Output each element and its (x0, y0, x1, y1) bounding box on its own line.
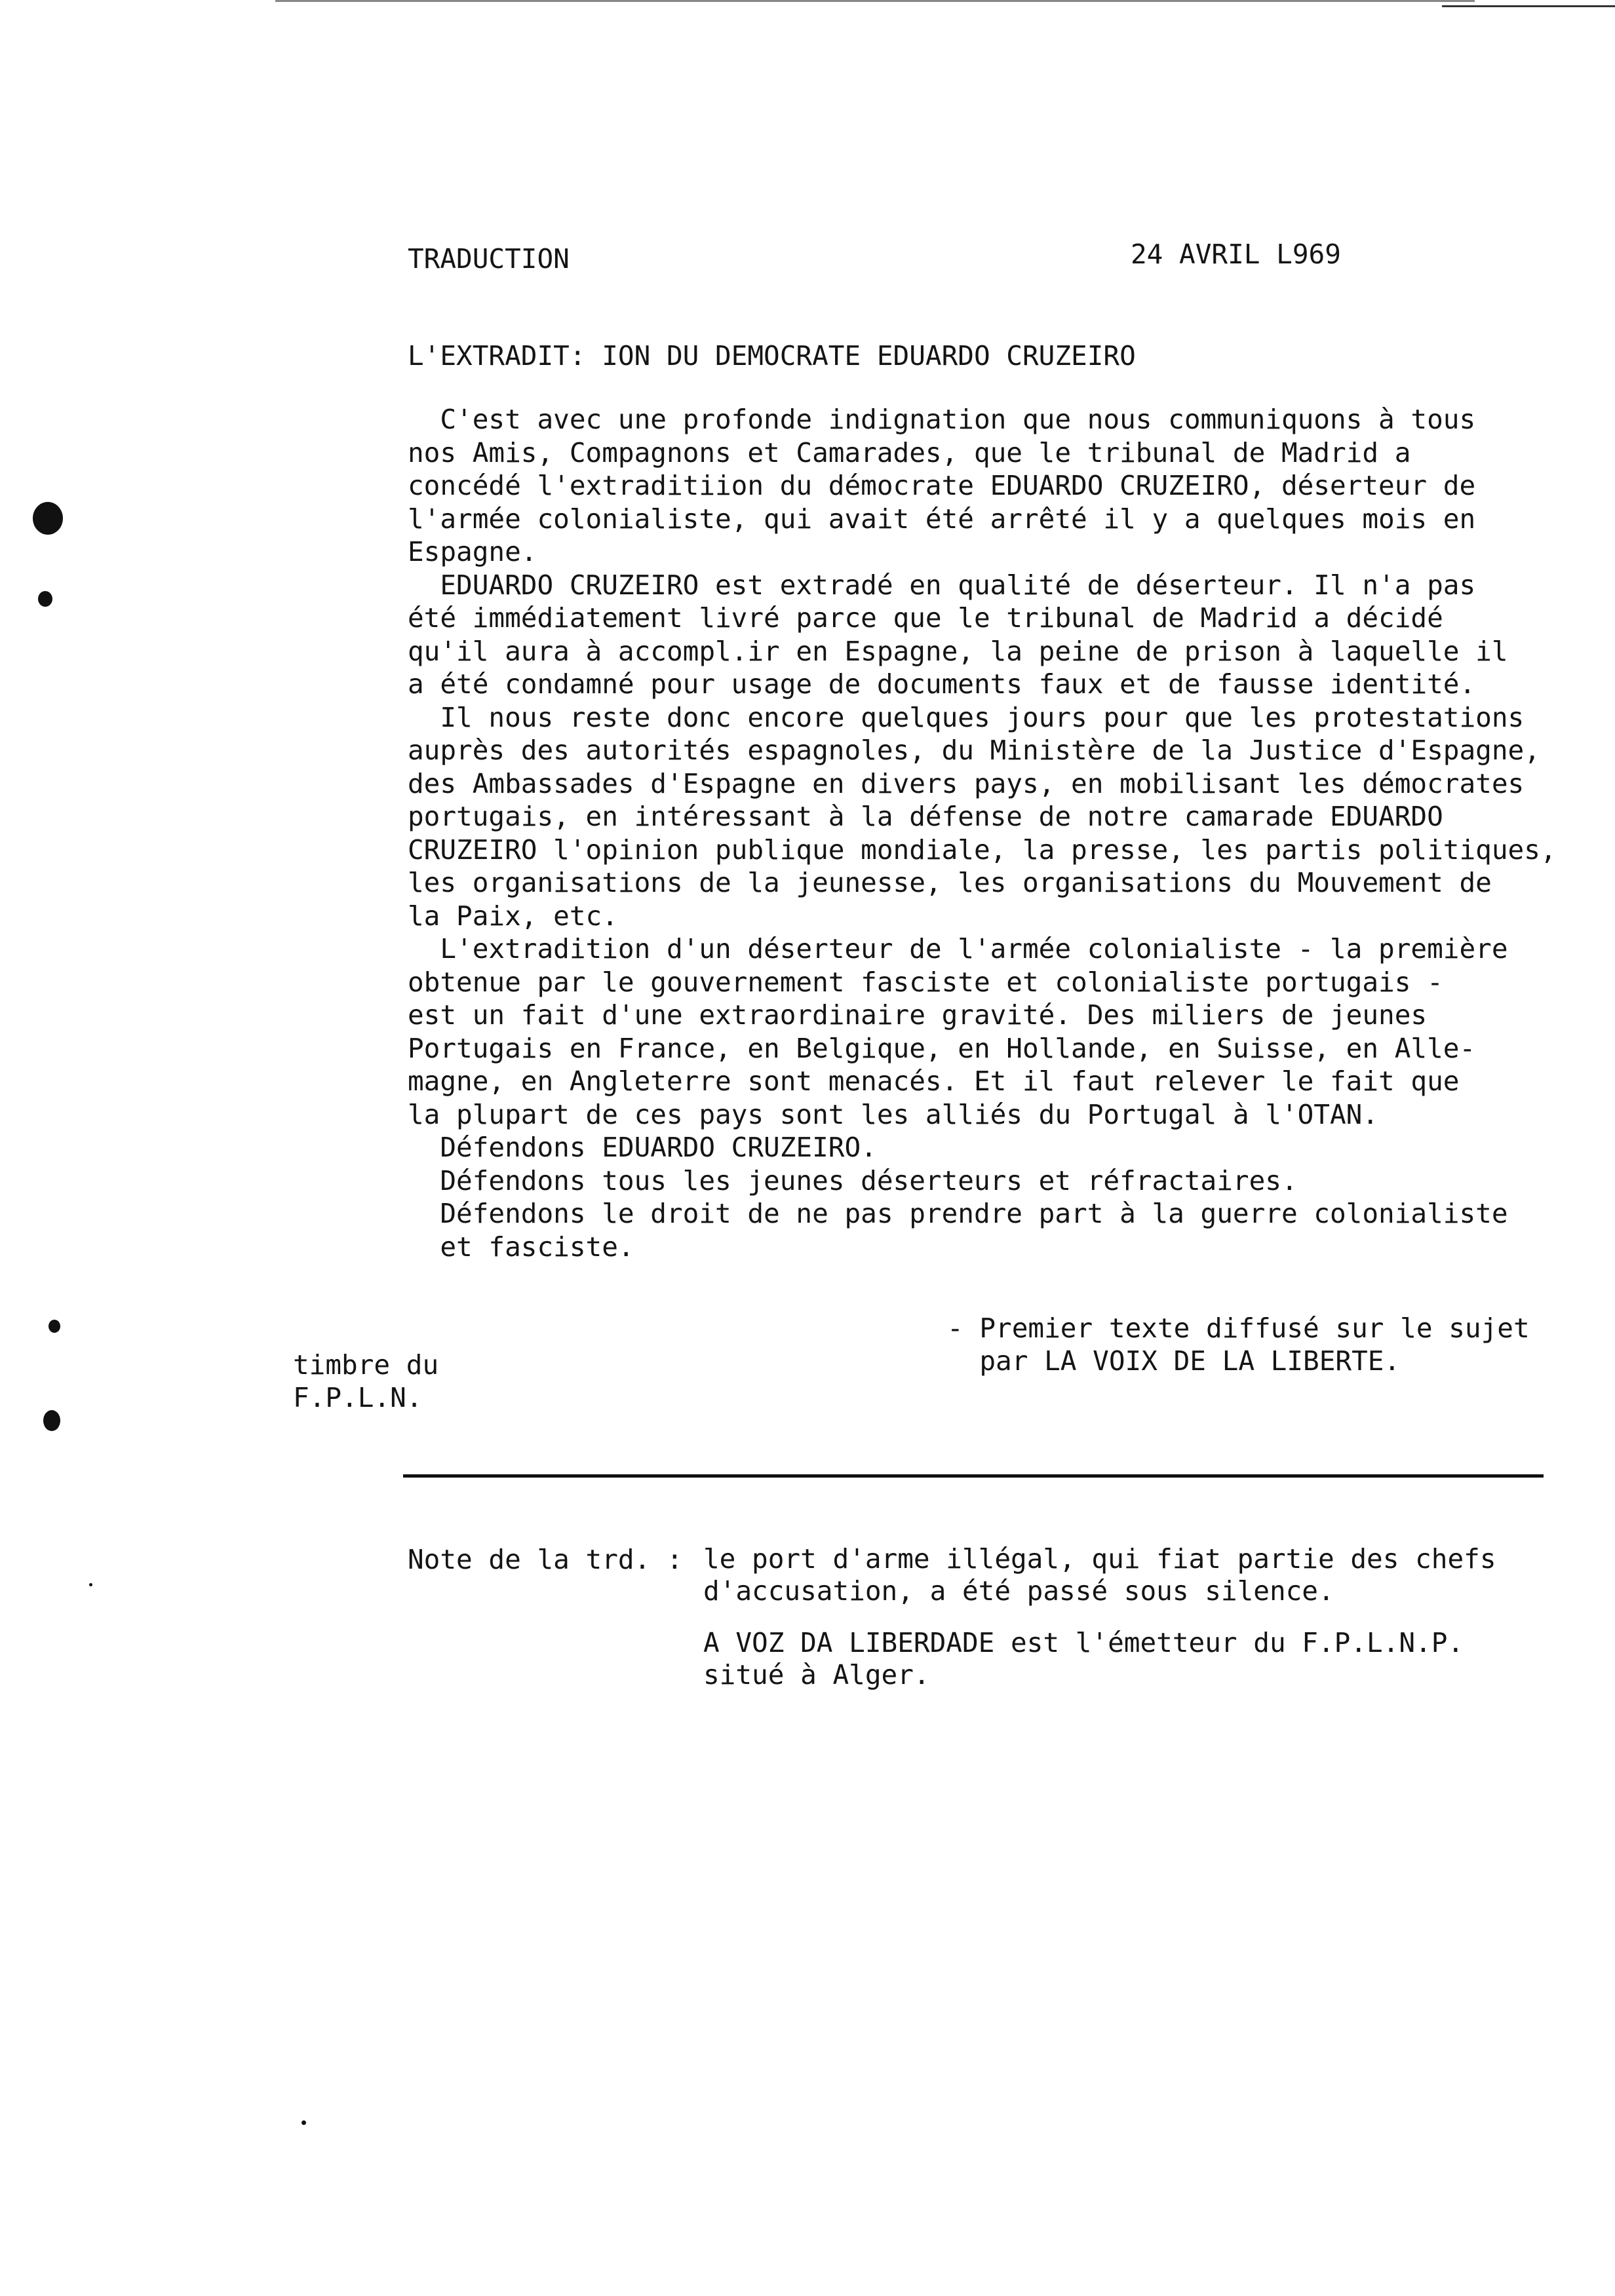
body-line: concédé l'extraditiion du démocrate EDUARDO CRUZEIRO, déserteur de (408, 470, 1476, 501)
translator-note-text (703, 1543, 1496, 1607)
stamp-line-1: timbre du (293, 1349, 439, 1381)
header-title: TRADUCTION (408, 243, 570, 275)
body-line: auprès des autorités espagnoles, du Ministère de la Justice d'Espagne, (408, 735, 1540, 766)
body-line: Il nous reste donc encore quelques jours pour que les protestations (408, 701, 1525, 733)
body-line: les organisations de la jeunesse, les organisations du Mouvement de (408, 867, 1492, 898)
top-edge-rule-right (1442, 5, 1615, 7)
body-line: Défendons EDUARDO CRUZEIRO. (408, 1132, 877, 1163)
translator-note-text-2 (703, 1627, 1464, 1691)
translator-note-line-2: d'accusation, a été passé sous silence. (703, 1575, 1334, 1607)
body-line: obtenue par le gouvernement fasciste et colonialiste portugais - (408, 966, 1443, 998)
body-line: L'extradition d'un déserteur de l'armée colonialiste - la première (408, 933, 1508, 965)
body-line: C'est avec une profonde indignation que nous communiquons à tous (408, 404, 1476, 435)
body-line: qu'il aura à accompl.ir en Espagne, la peine de prison à laquelle il (408, 635, 1508, 667)
body-line: l'armée colonialiste, qui avait été arrêté il y a quelques mois en (408, 503, 1476, 535)
top-edge-rule (275, 0, 1475, 2)
body-line: magne, en Angleterre sont menacés. Et il faut relever le fait que (408, 1065, 1460, 1097)
body-line: et fasciste. (408, 1231, 634, 1263)
speck-mark (89, 1583, 92, 1586)
side-note (947, 1312, 1530, 1377)
translator-note-line-3: A VOZ DA LIBERDADE est l'émetteur du F.P.L.N.P. (703, 1627, 1464, 1658)
body-line: CRUZEIRO l'opinion publique mondiale, la presse, les partis politiques, (408, 833, 1557, 866)
punch-hole-mark (33, 502, 63, 535)
body-line: nos Amis, Compagnons et Camarades, que le tribunal de Madrid a (408, 436, 1411, 469)
section-divider (403, 1474, 1544, 1478)
translator-note-label: Note de la trd. : (408, 1544, 683, 1575)
body-line: été immédiatement livré parce que le tribunal de Madrid a décidé (408, 602, 1443, 634)
speck-mark (302, 2120, 306, 2125)
body-line: la plupart de ces pays sont les alliés du Portugal à l'OTAN. (408, 1098, 1379, 1130)
translator-note-line-4: situé à Alger. (703, 1659, 930, 1691)
body-text (408, 403, 1587, 1263)
side-note-line-2: par LA VOIX DE LA LIBERTE. (947, 1345, 1401, 1377)
punch-hole-mark (49, 1320, 60, 1333)
punch-hole-mark (43, 1410, 60, 1431)
document-title: L'EXTRADIT: ION DU DEMOCRATE EDUARDO CRUZEIRO (408, 340, 1136, 372)
body-line: la Paix, etc. (408, 900, 618, 932)
body-line: Espagne. (408, 536, 537, 567)
body-line: des Ambassades d'Espagne en divers pays, en mobilisant les démocrates (408, 767, 1525, 799)
body-line: est un fait d'une extraordinaire gravité. Des miliers de jeunes (408, 999, 1428, 1031)
stamp-line-2: F.P.L.N. (293, 1382, 423, 1413)
translator-note-line-1: le port d'arme illégal, qui fiat partie des chefs (703, 1543, 1496, 1575)
body-line: portugais, en intéressant à la défense de notre camarade EDUARDO (408, 801, 1443, 832)
body-line: a été condamné pour usage de documents faux et de fausse identité. (408, 668, 1476, 700)
body-line: Portugais en France, en Belgique, en Hollande, en Suisse, en Alle- (408, 1032, 1476, 1064)
header-date: 24 AVRIL L969 (1131, 239, 1341, 270)
punch-hole-mark (38, 591, 52, 607)
side-note-line-1: - Premier texte diffusé sur le sujet (947, 1312, 1530, 1344)
stamp-label (293, 1349, 438, 1414)
body-line: EDUARDO CRUZEIRO est extradé en qualité de déserteur. Il n'a pas (408, 569, 1476, 601)
body-line: Défendons le droit de ne pas prendre part à la guerre colonialiste (408, 1198, 1508, 1229)
body-line: Défendons tous les jeunes déserteurs et réfractaires. (408, 1164, 1298, 1196)
